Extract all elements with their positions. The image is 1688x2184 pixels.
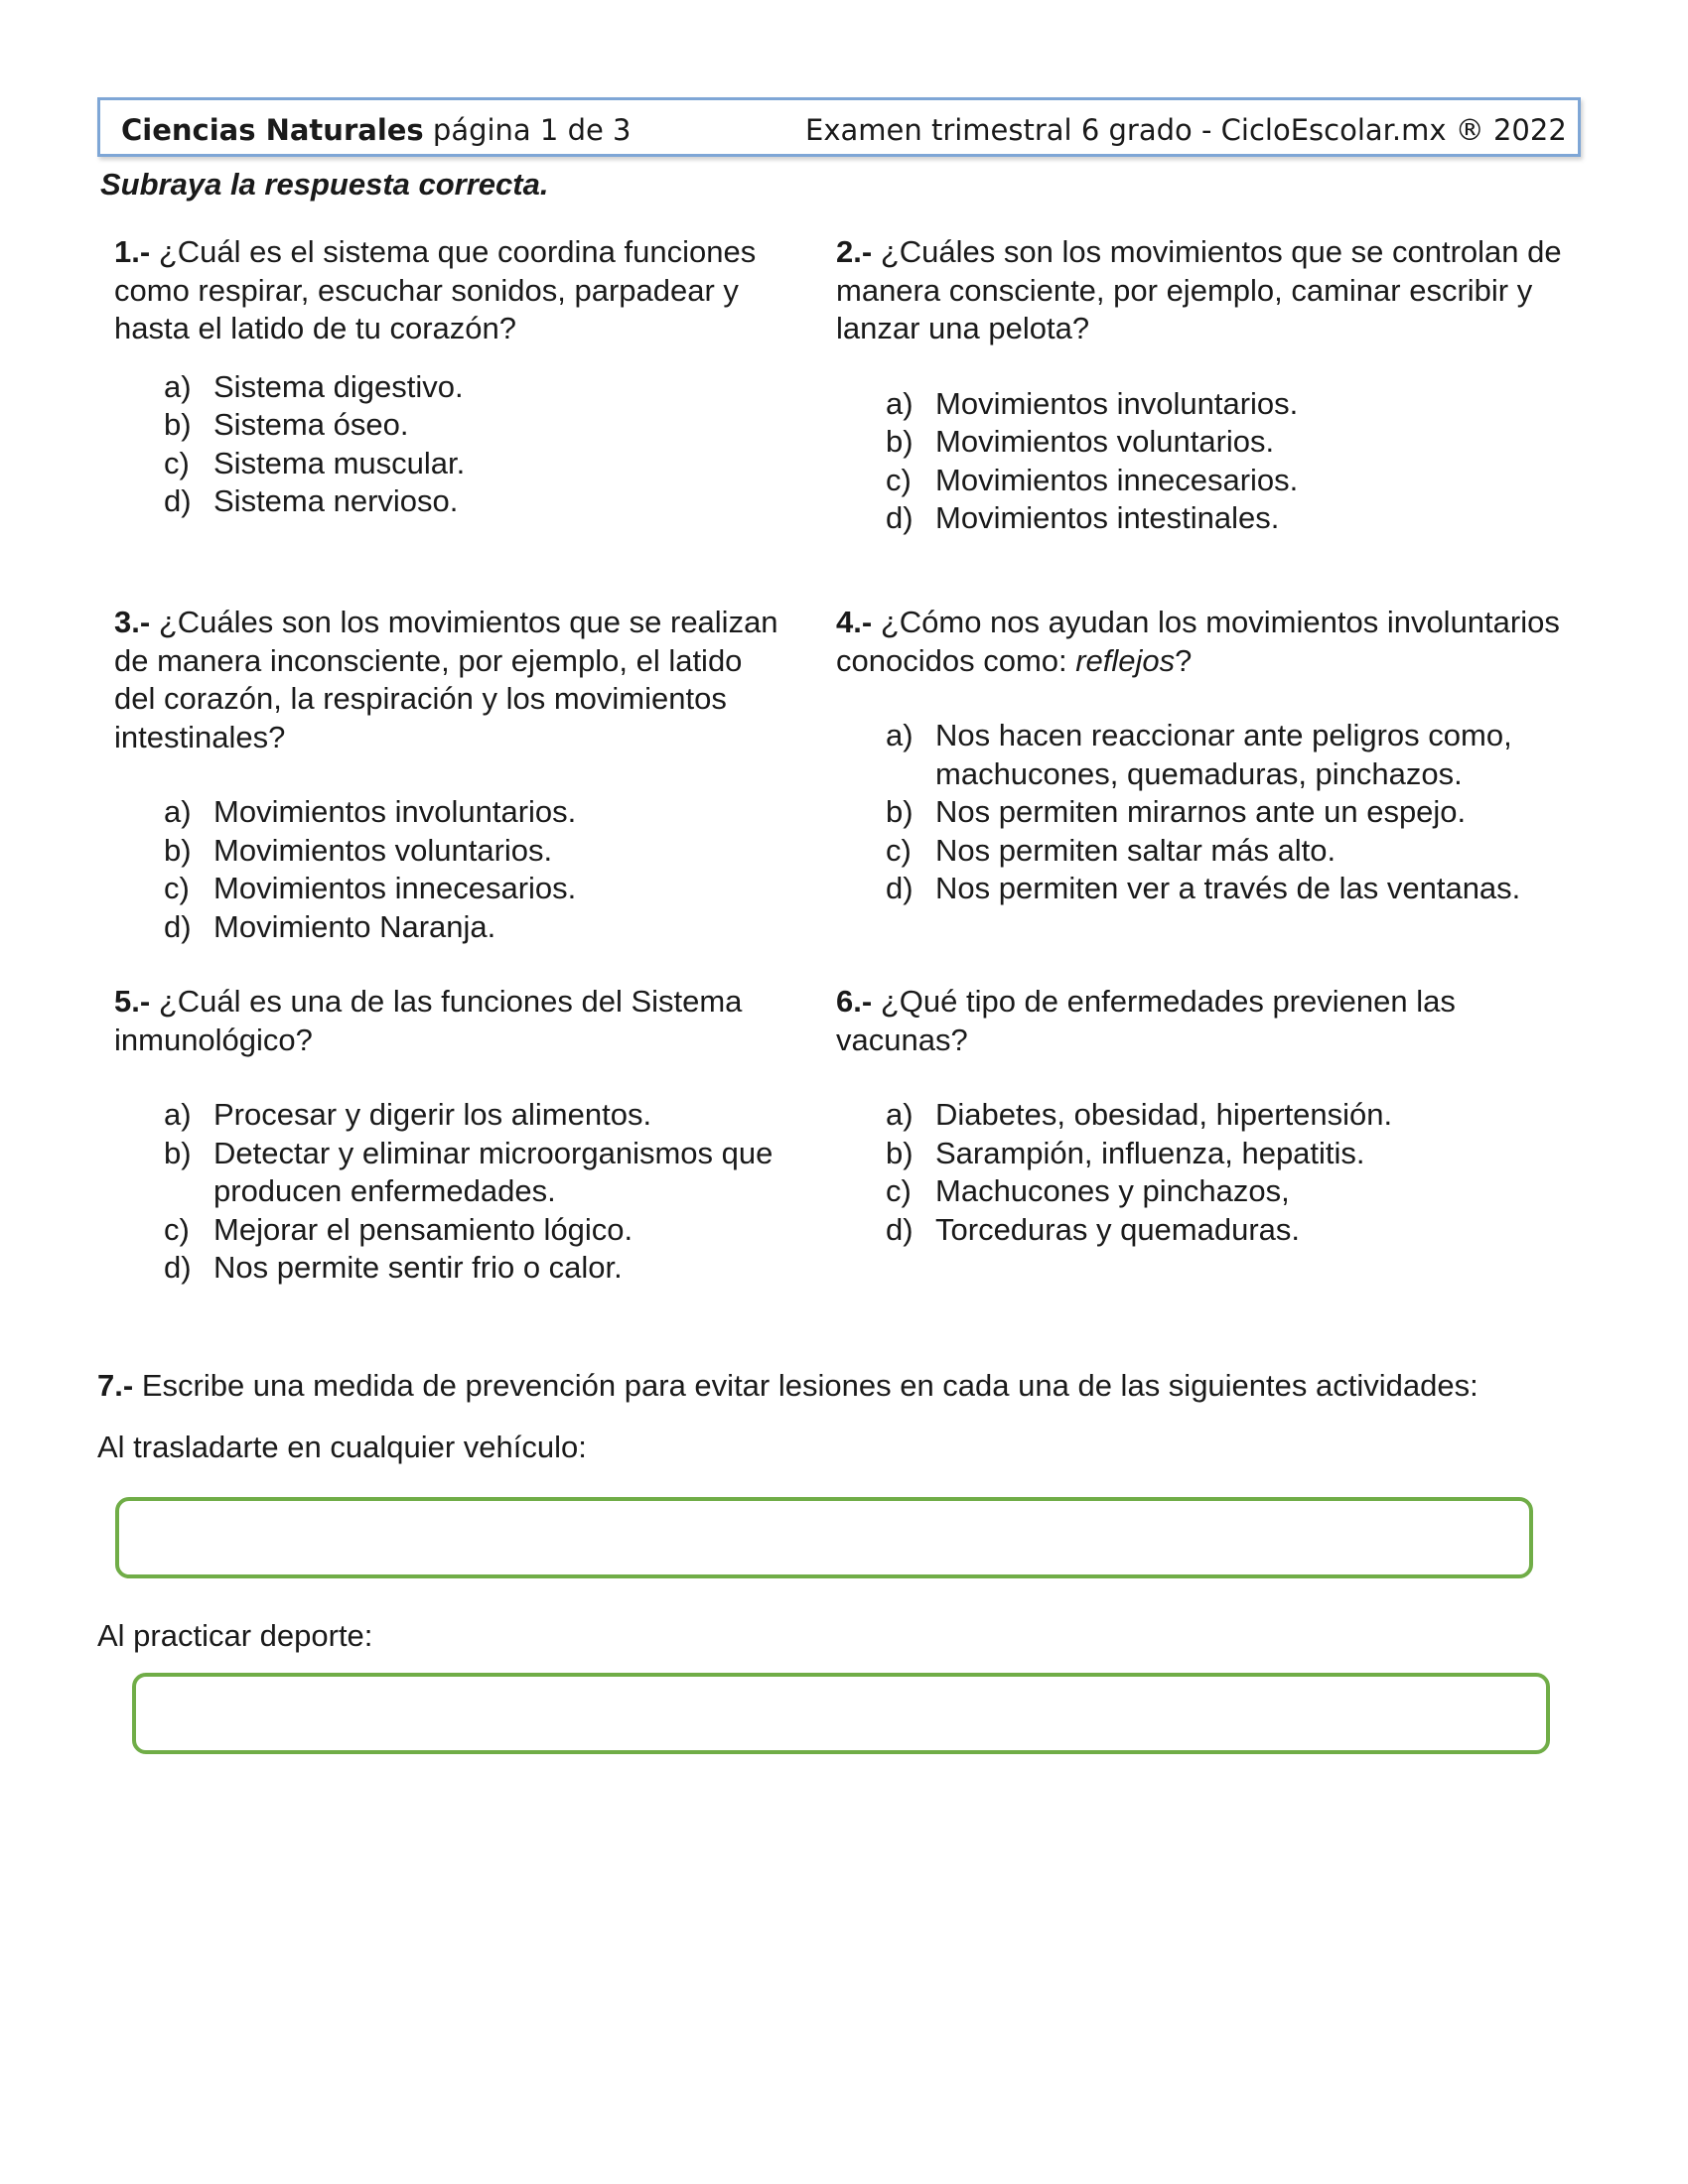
question-5-text [114, 983, 789, 1059]
question-1-text [114, 233, 789, 348]
option-letter: b) [886, 424, 914, 459]
option-text: Nos permiten saltar más alto. [935, 832, 1336, 868]
option-d[interactable] [886, 499, 1591, 538]
option-text: Machucones y pinchazos, [935, 1173, 1290, 1208]
option-d[interactable] [886, 1211, 1591, 1250]
option-letter: a) [886, 385, 914, 421]
option-text: Sistema digestivo. [213, 368, 464, 404]
option-letter: a) [164, 368, 192, 404]
page-header [97, 97, 1581, 157]
question-4-text [836, 604, 1591, 680]
option-b[interactable] [886, 1135, 1591, 1173]
question-prompt: ¿Qué tipo de enfermedades previenen las vacunas? [836, 984, 1456, 1057]
option-c[interactable] [164, 870, 789, 908]
option-d[interactable] [886, 870, 1591, 908]
prompt-sport: Al practicar deporte: [97, 1618, 373, 1653]
option-letter: c) [886, 462, 912, 497]
option-letter: b) [164, 832, 192, 868]
option-c[interactable] [886, 832, 1591, 871]
option-letter: d) [164, 1250, 192, 1285]
option-letter: d) [164, 908, 192, 944]
option-letter: b) [886, 794, 914, 829]
question-number: 1.- [114, 234, 151, 269]
option-b[interactable] [886, 793, 1591, 832]
option-letter: b) [886, 1135, 914, 1170]
option-b[interactable] [886, 423, 1591, 462]
option-letter: c) [164, 445, 190, 480]
answer-box-vehicle[interactable] [115, 1497, 1533, 1578]
option-text: Sistema nervioso. [213, 483, 459, 518]
question-3 [114, 604, 789, 946]
question-7-text [97, 1368, 1478, 1404]
option-a[interactable] [886, 1096, 1591, 1135]
question-suffix: ? [1175, 642, 1193, 678]
question-number: 4.- [836, 605, 873, 639]
option-d[interactable] [164, 908, 789, 947]
header-subject-line [121, 113, 632, 147]
option-letter: b) [164, 1135, 192, 1170]
question-3-text [114, 604, 789, 756]
question-1 [114, 233, 789, 521]
question-prompt: Escribe una medida de prevención para evitar lesiones en cada una de las siguientes actividades: [141, 1368, 1478, 1403]
question-2 [836, 233, 1591, 538]
option-letter: a) [164, 794, 192, 829]
option-a[interactable] [164, 1096, 789, 1135]
option-c[interactable] [164, 445, 789, 483]
prompt-vehicle: Al trasladarte en cualquier vehículo: [97, 1430, 587, 1464]
option-letter: d) [886, 500, 914, 535]
option-letter: c) [164, 1211, 190, 1247]
question-number: 6.- [836, 984, 873, 1019]
option-text: Movimiento Naranja. [213, 908, 496, 944]
option-text: Movimientos involuntarios. [213, 794, 577, 829]
option-c[interactable] [886, 1172, 1591, 1211]
option-letter: c) [886, 832, 912, 868]
option-text: Procesar y digerir los alimentos. [213, 1097, 652, 1132]
option-text: Nos permiten ver a través de las ventanas. [935, 871, 1521, 905]
question-number: 2.- [836, 234, 873, 269]
option-b[interactable] [164, 832, 789, 871]
question-6-text [836, 983, 1591, 1059]
option-text: Movimientos involuntarios. [935, 385, 1299, 421]
question-6 [836, 983, 1591, 1249]
option-a[interactable] [164, 793, 789, 832]
option-letter: d) [886, 1211, 914, 1247]
option-text: Sistema óseo. [213, 407, 409, 442]
question-5 [114, 983, 789, 1288]
option-text: Movimientos innecesarios. [935, 462, 1299, 497]
option-letter: c) [886, 1173, 912, 1208]
option-text: Movimientos voluntarios. [935, 424, 1275, 459]
option-letter: c) [164, 871, 190, 905]
option-d[interactable] [164, 482, 789, 521]
option-b[interactable] [164, 406, 789, 445]
question-prompt: ¿Cuál es una de las funciones del Sistema inmunológico? [114, 984, 743, 1057]
option-text: Nos permite sentir frio o calor. [213, 1250, 623, 1285]
option-a[interactable] [886, 385, 1591, 424]
question-number: 7.- [97, 1368, 134, 1403]
options-list [836, 717, 1591, 908]
question-prompt: ¿Cuál es el sistema que coordina funciones como respirar, escuchar sonidos, parpadear y hasta el latido de tu corazón? [114, 234, 757, 345]
option-d[interactable] [164, 1249, 789, 1288]
option-a[interactable] [886, 717, 1591, 793]
options-list [114, 368, 789, 521]
option-text: Sarampión, influenza, hepatitis. [935, 1135, 1365, 1170]
question-prompt: ¿Cuáles son los movimientos que se realizan de manera inconsciente, por ejemplo, el latido del corazón, la respiración y los movimientos intestinales? [114, 605, 778, 754]
options-list [114, 1096, 789, 1288]
instruction-text: Subraya la respuesta correcta. [100, 167, 549, 202]
question-number: 3.- [114, 605, 151, 639]
option-text: Movimientos voluntarios. [213, 832, 553, 868]
option-b[interactable] [164, 1135, 789, 1211]
option-text: Nos permiten mirarnos ante un espejo. [935, 794, 1467, 829]
question-keyword: reflejos [1075, 642, 1176, 678]
option-letter: d) [164, 483, 192, 518]
options-list [836, 1096, 1591, 1249]
option-text: Sistema muscular. [213, 445, 466, 480]
option-text: Movimientos intestinales. [935, 500, 1280, 535]
options-list [114, 793, 789, 946]
option-text: Mejorar el pensamiento lógico. [213, 1211, 633, 1247]
subject-name: Ciencias Naturales [121, 113, 424, 147]
option-letter: d) [886, 871, 914, 905]
option-a[interactable] [164, 368, 789, 407]
option-c[interactable] [164, 1211, 789, 1250]
question-4 [836, 604, 1591, 908]
option-text: Nos hacen reaccionar ante peligros como, machucones, quemaduras, pinchazos. [935, 718, 1512, 791]
option-letter: b) [164, 407, 192, 442]
exam-title: Examen trimestral 6 grado - CicloEscolar.mx ® 2022 [805, 113, 1567, 147]
question-number: 5.- [114, 984, 151, 1019]
options-list [836, 385, 1591, 538]
page-indicator: página 1 de 3 [432, 113, 632, 147]
question-prompt: ¿Cuáles son los movimientos que se controlan de manera consciente, por ejemplo, caminar escribir y lanzar una pelota? [836, 234, 1562, 345]
option-letter: a) [886, 718, 914, 752]
question-2-text [836, 233, 1591, 348]
option-letter: a) [164, 1097, 192, 1132]
answer-box-sport[interactable] [132, 1673, 1550, 1754]
option-text: Torceduras y quemaduras. [935, 1211, 1301, 1247]
option-text: Detectar y eliminar microorganismos que producen enfermedades. [213, 1135, 774, 1208]
option-text: Movimientos innecesarios. [213, 871, 577, 905]
option-text: Diabetes, obesidad, hipertensión. [935, 1097, 1393, 1132]
option-letter: a) [886, 1097, 914, 1132]
option-c[interactable] [886, 462, 1591, 500]
question-prompt: ¿Cómo nos ayudan los movimientos involuntarios conocidos como: [836, 605, 1560, 678]
